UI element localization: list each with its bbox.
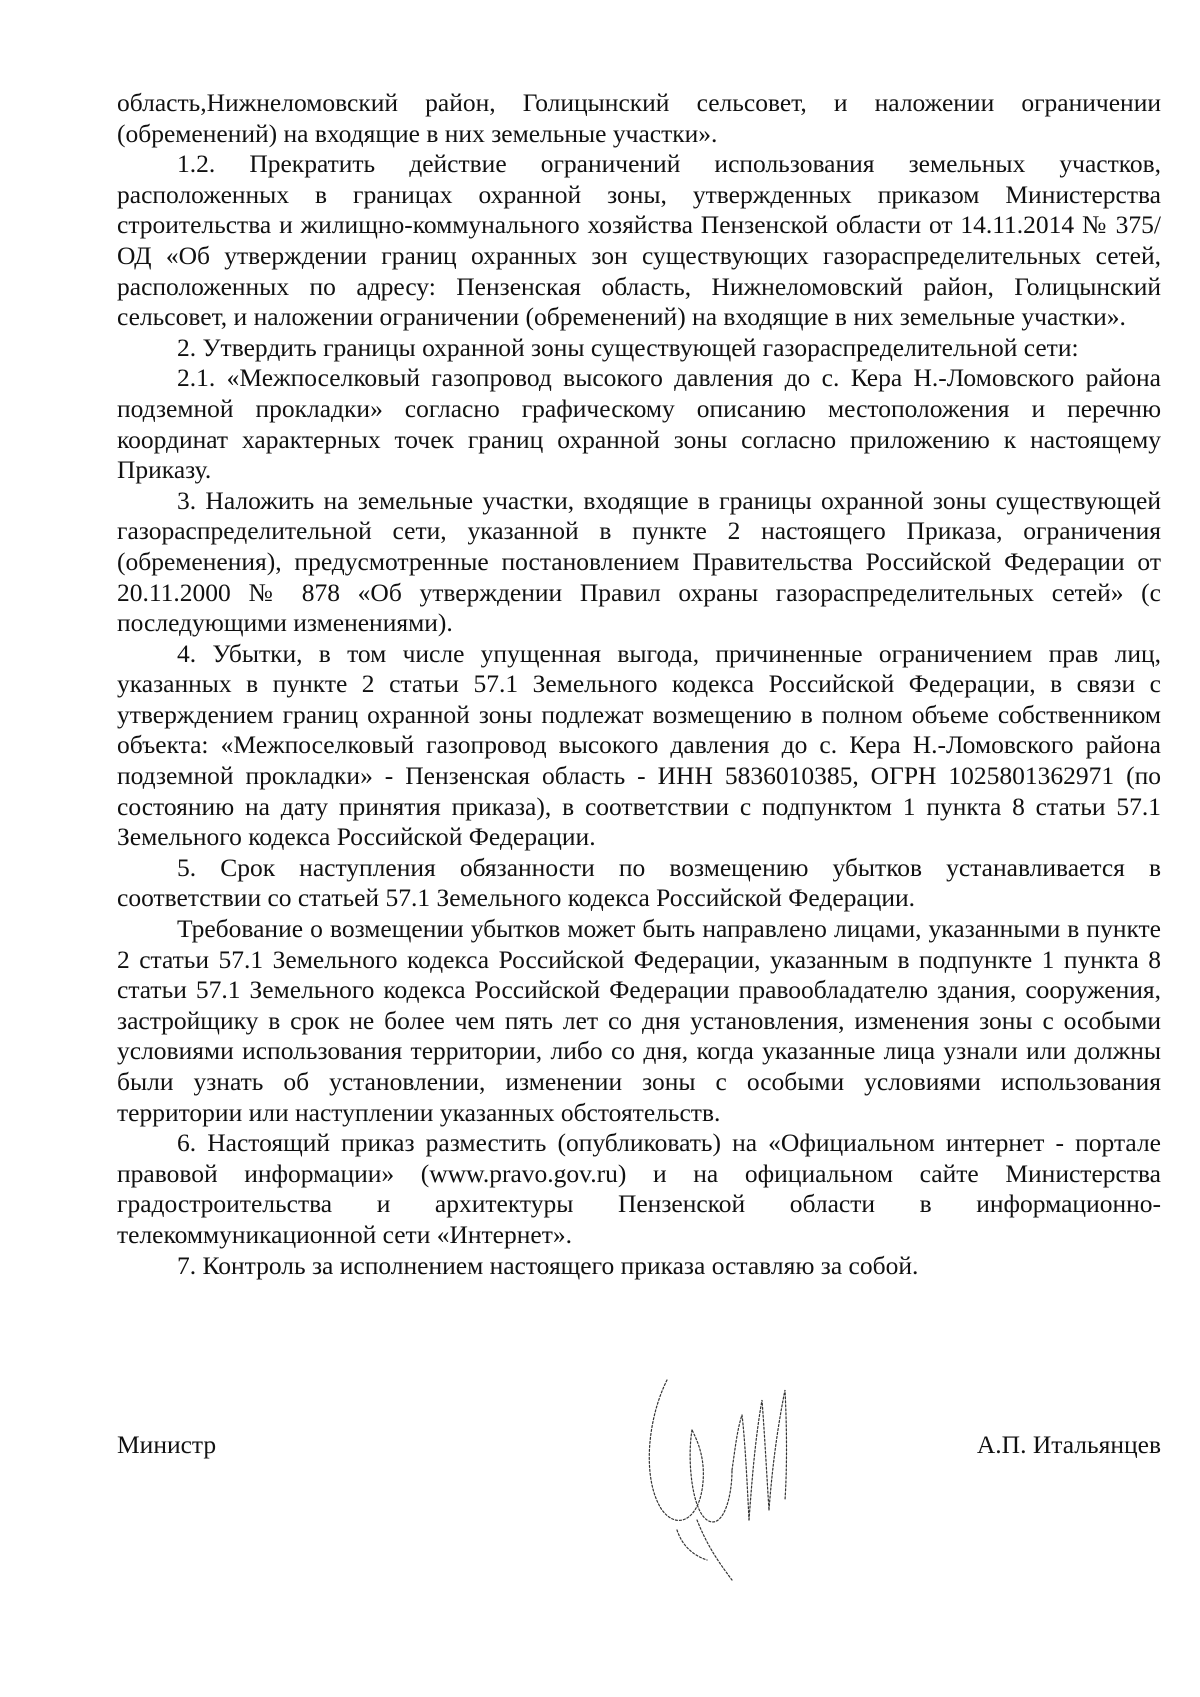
paragraph-2: 2. Утвердить границы охранной зоны существующей газораспределительной сети: [177,332,1079,362]
paragraph-5: 5. Срок наступления обязанности по возмещению убытков устанавливается в соответствии со статьей 57.1 Земельного кодекса Российской Федерации. [117,852,1161,913]
handwritten-signature [637,1360,817,1590]
signature-block [117,1390,1161,1540]
paragraph-1-2: 1.2. Прекратить действие ограничений использования земельных участков, расположенных в границах охранной зоны, утвержденных приказом Министерства строительства и жилищно-коммунального хозяйства Пензенской области от 14.11.2014 № 375/ОД «Об утверждении границ охранных зон существующих газораспределительных сетей, расположенных по адресу: Пензенская область, Нижнеломовский район, Голицынский сельсовет, и наложении ограничении (обременений) на входящие в них земельные участки». [117,149,1161,332]
paragraph-2-1: 2.1. «Межпоселковый газопровод высокого давления до с. Кера Н.-Ломовского района подземной прокладки» согласно графическому описанию местоположения и перечню координат характерных точек границ охранной зоны согласно приложению к настоящему Приказу. [117,363,1161,485]
paragraph-3: 3. Наложить на земельные участки, входящие в границы охранной зоны существующей газораспределительной сети, указанной в пункте 2 настоящего Приказа, ограничения (обременения), предусмотренные постановлением Правительства Российской Федерации от 20.11.2000 № 878 «Об утверждении Правил охраны газораспределительных сетей» (с последующими изменениями). [117,485,1161,638]
document-body [117,88,1161,1281]
signatory-position: Министр [117,1430,217,1459]
paragraph-continuation: область,Нижнеломовский район, Голицынский сельсовет, и наложении ограничении (обременений) на входящие в них земельные участки». [117,88,1161,148]
signatory-name: А.П. Итальянцев [976,1430,1161,1459]
paragraph-4: 4. Убытки, в том числе упущенная выгода, причиненные ограничением прав лиц, указанных в пункте 2 статьи 57.1 Земельного кодекса Российской Федерации, в связи с утверждением границ охранной зоны подлежат возмещению в полном объеме собственником объекта: «Межпоселковый газопровод высокого давления до с. Кера Н.-Ломовского района подземной прокладки» - Пензенская область - ИНН 5836010385, ОГРН 1025801362971 (по состоянию на дату принятия приказа), в соответствии с подпунктом 1 пункта 8 статьи 57.1 Земельного кодекса Российской Федерации. [117,638,1161,852]
paragraph-7: 7. Контроль за исполнением настоящего приказа оставляю за собой. [177,1250,919,1280]
paragraph-requirement: Требование о возмещении убытков может быть направлено лицами, указанными в пункте 2 статьи 57.1 Земельного кодекса Российской Федерации, указанным в подпункте 1 пункта 8 статьи 57.1 Земельного кодекса Российской Федерации правообладателю здания, сооружения, застройщику в срок не более чем пять лет со дня установления, изменения зоны с особыми условиями использования территории, либо со дня, когда указанные лица узнали или должны были узнать об установлении, изменении зоны с особыми условиями использования территории или наступлении указанных обстоятельств. [117,914,1161,1127]
paragraph-6: 6. Настоящий приказ разместить (опубликовать) на «Официальном интернет - портале правовой информации» (www.pravo.gov.ru) и на официальном сайте Министерства градостроительства и архитектуры Пензенской области в информационно-телекоммуникационной сети «Интернет». [117,1128,1161,1249]
